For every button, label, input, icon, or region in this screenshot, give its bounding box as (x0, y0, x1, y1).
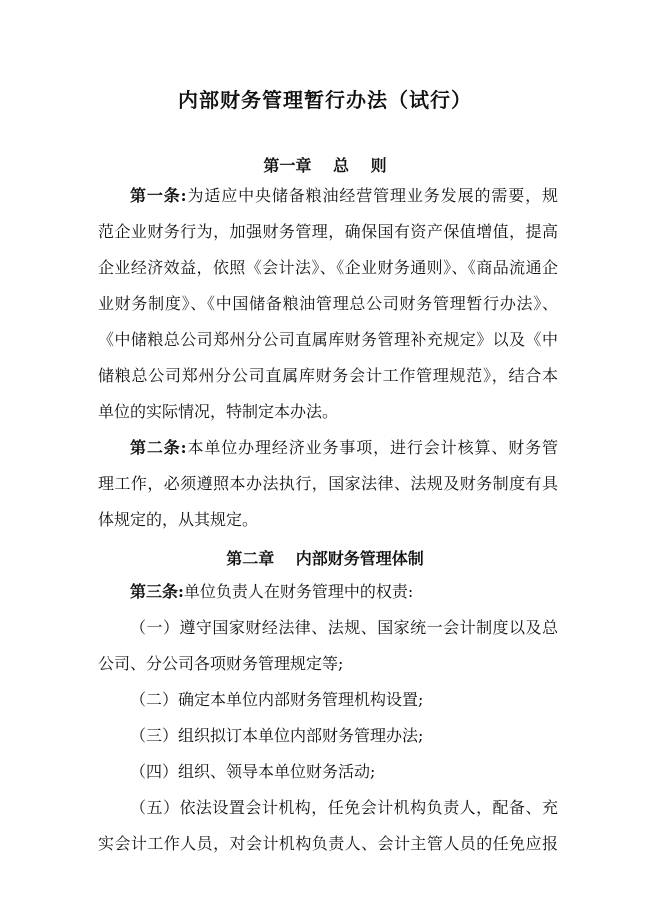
article-1-line-2: 范企业财务行为，加强财务管理，确保国有资产保值增值，提高 (98, 222, 558, 241)
article-1-label: 第一条: (130, 186, 187, 205)
page-title: 内部财务管理暂行办法（试行） (178, 88, 472, 112)
article-2-line-3: 体规定的，从其规定。 (98, 510, 259, 529)
chapter-heading-2: 第二章 内部财务管理体制 (226, 549, 424, 568)
article-1-line-6: 储粮总公司郑州分公司直属库财务会计工作管理规范》，结合本 (98, 366, 558, 385)
article-3-item-4: （四）组织、领导本单位财务活动; (130, 762, 376, 781)
article-1-line-7: 单位的实际情况，特制定本办法。 (98, 402, 339, 421)
article-3-item-5-line-2: 实会计工作人员，对会计机构负责人、会计主管人员的任免应报 (98, 834, 558, 853)
article-3-item-3: （三）组织拟订本单位内部财务管理办法; (130, 726, 424, 745)
article-1-text: 为适应中央储备粮油经营管理业务发展的需要，规 (186, 186, 558, 205)
article-3-item-1-line-1: （一）遵守国家财经法律、法规、国家统一会计制度以及总 (130, 618, 558, 637)
article-2-label: 第二条: (130, 438, 187, 457)
article-2-line-2: 理工作，必须遵照本办法执行，国家法律、法规及财务制度有具 (98, 474, 558, 493)
article-1-line-4: 业财务制度》、《中国储备粮油管理总公司财务管理暂行办法》、 (98, 294, 558, 313)
article-1-line-1 (130, 186, 558, 206)
article-2-text: 本单位办理经济业务事项，进行会计核算、财务管 (186, 438, 558, 457)
chapter-heading-1: 第一章 总 则 (263, 156, 387, 175)
article-3-item-1-line-2: 公司、分公司各项财务管理规定等; (98, 654, 344, 673)
article-3-line-1 (130, 582, 558, 602)
article-3-item-2: （二）确定本单位内部财务管理机构设置; (130, 690, 424, 709)
article-1-line-5: 《中储粮总公司郑州分公司直属库财务管理补充规定》以及《中 (98, 330, 558, 349)
article-3-label: 第三条: (130, 582, 184, 601)
article-3-text: 单位负责人在财务管理中的权责: (183, 582, 414, 601)
article-1-line-3: 企业经济效益，依照《会计法》、《企业财务通则》、《商品流通企 (98, 258, 558, 277)
article-2-line-1 (130, 438, 558, 458)
article-3-item-5-line-1: （五）依法设置会计机构，任免会计机构负责人，配备、充 (130, 798, 558, 817)
